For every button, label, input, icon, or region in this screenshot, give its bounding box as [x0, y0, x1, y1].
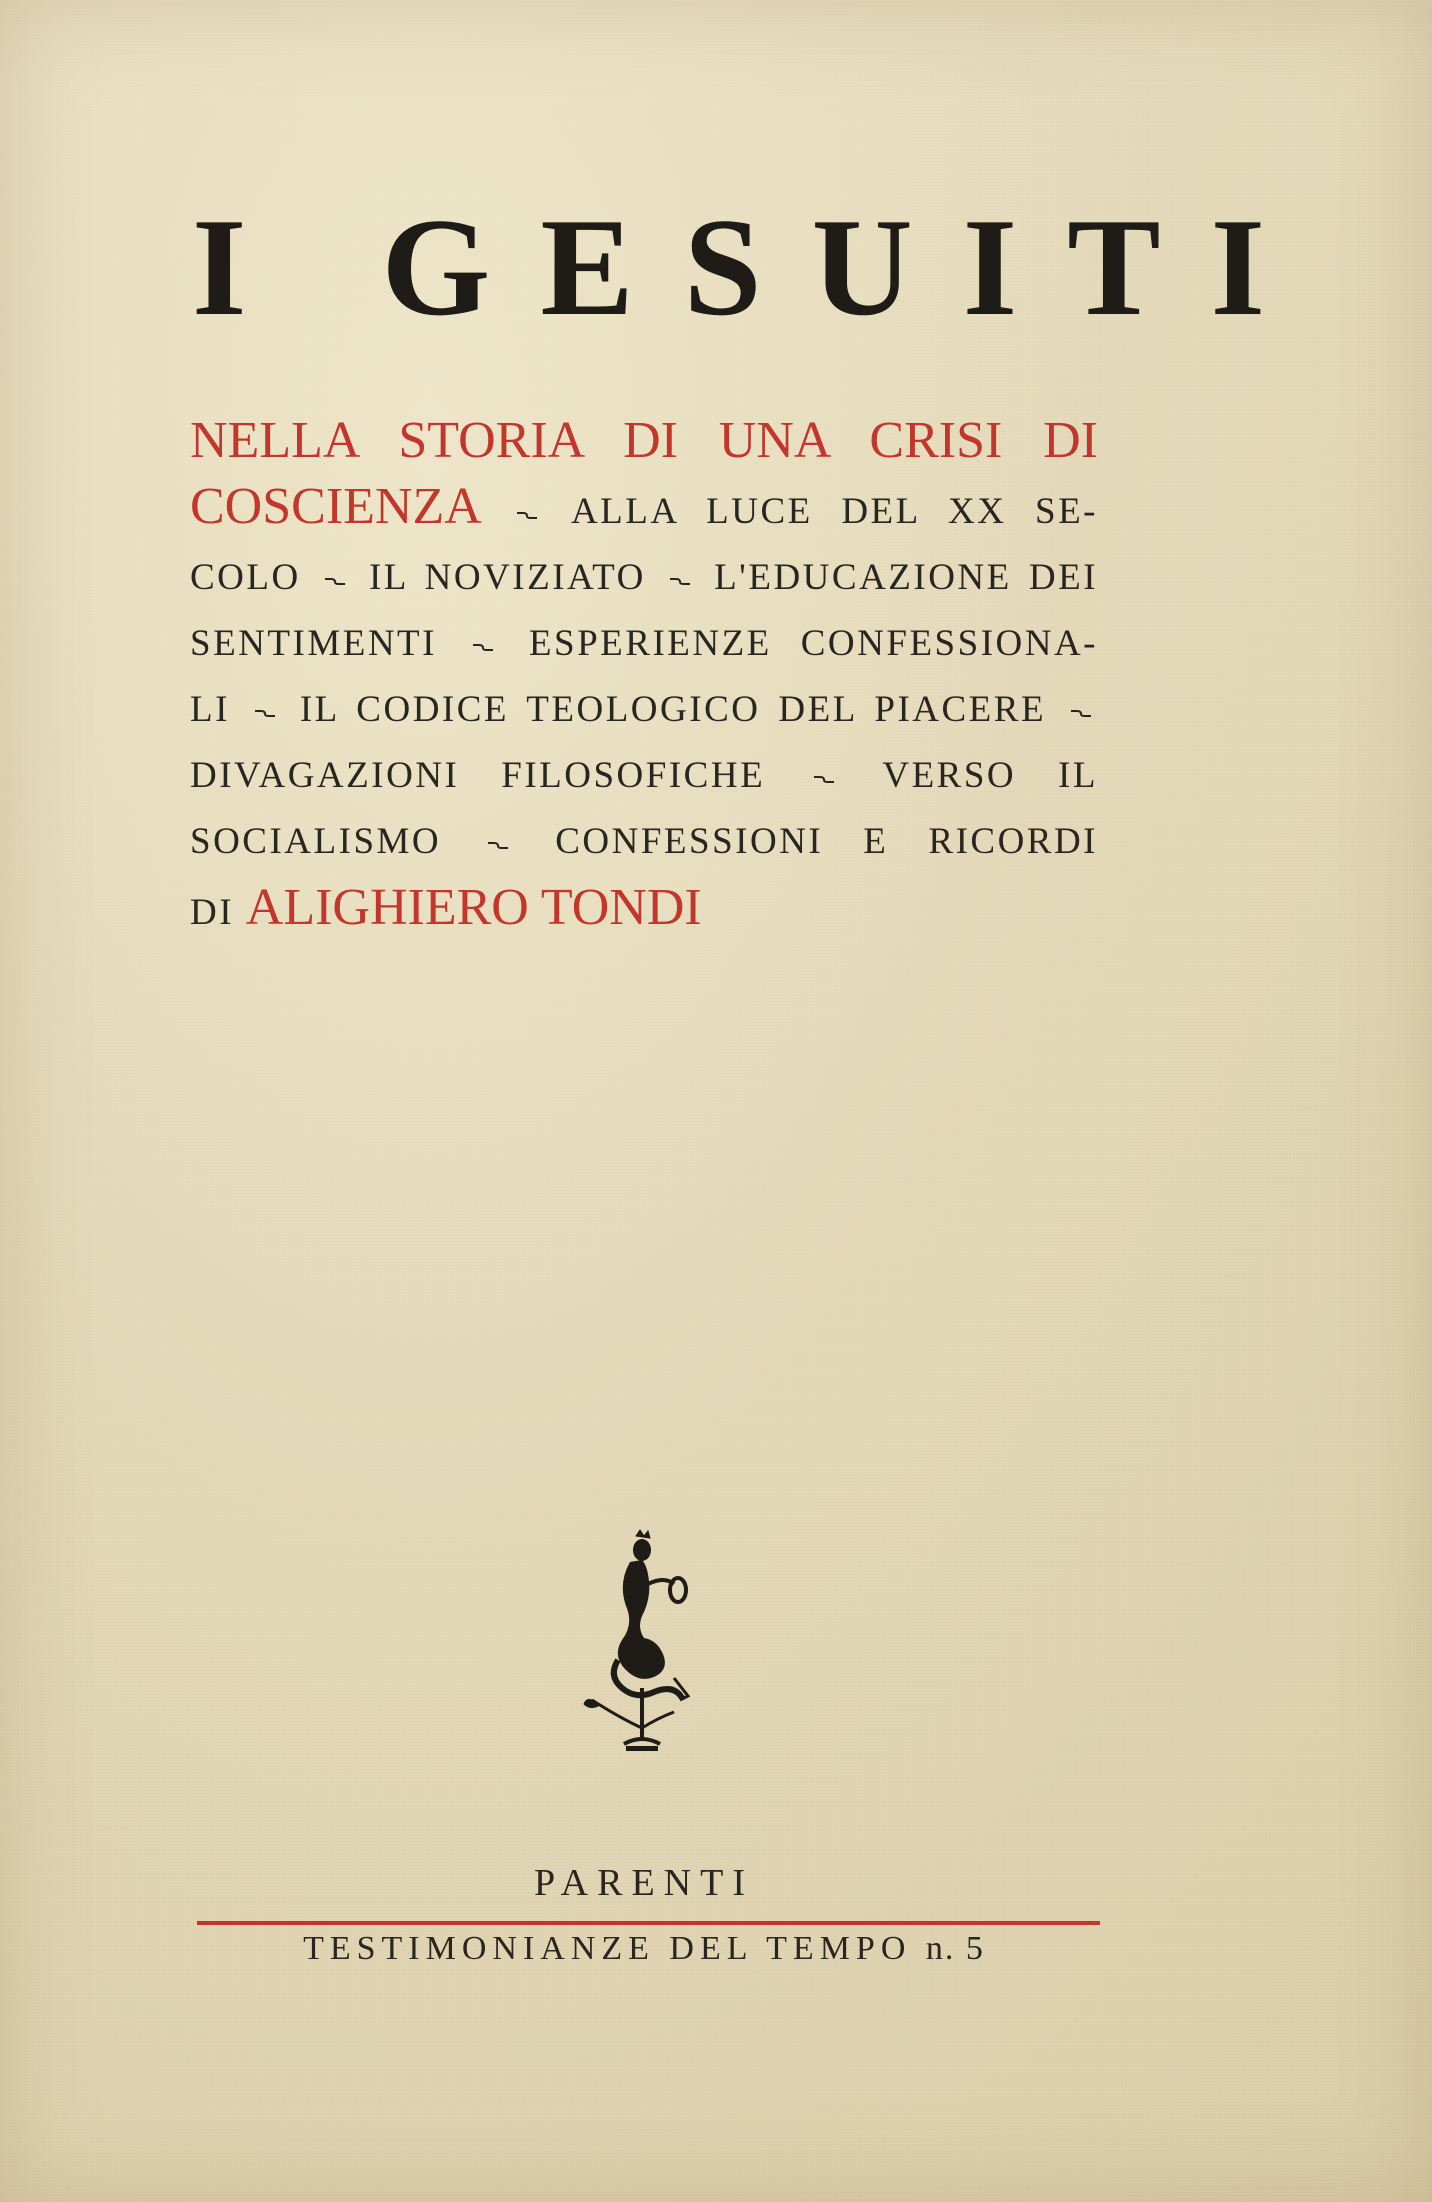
subtitle-colo: COLO — [190, 557, 301, 598]
publisher-emblem-icon — [578, 1528, 708, 1758]
author-prefix: DI — [190, 892, 235, 933]
separator-ornament-icon — [1070, 708, 1092, 718]
subtitle-li: LI — [190, 689, 230, 730]
subtitle-line-5 — [190, 677, 1098, 743]
subtitle-confessioni: CONFESSIONI E RICORDI — [555, 821, 1099, 862]
subtitle-divagazioni: DIVAGAZIONI FILOSOFICHE — [190, 755, 766, 796]
separator-ornament-icon — [324, 576, 346, 586]
subtitle-line-1: NELLA STORIA DI UNA CRISI DI — [190, 412, 1098, 469]
publisher-name: PARENTI — [534, 1862, 754, 1904]
separator-ornament-icon — [254, 708, 276, 718]
author-line — [190, 875, 1098, 946]
subtitle-line-2 — [190, 474, 1098, 545]
separator-ornament-icon — [669, 576, 691, 586]
subtitle-noviziato: IL NOVIZIATO — [368, 557, 646, 598]
subtitle-sentimenti: SENTIMENTI — [190, 623, 437, 664]
author-name: ALIGHIERO TONDI — [245, 879, 702, 936]
subtitle-block — [190, 408, 1098, 946]
separator-ornament-icon — [472, 642, 494, 652]
subtitle-line-6 — [190, 743, 1098, 809]
subtitle-educazione: L'EDUCAZIONE DEI — [714, 557, 1099, 598]
series-number: n. 5 — [925, 1930, 985, 1967]
subtitle-esperienze: ESPERIENZE CONFESSIONA- — [528, 623, 1099, 664]
red-divider-rule — [197, 1921, 1100, 1925]
separator-ornament-icon — [516, 510, 538, 520]
subtitle-codice: IL CODICE TEOLOGICO DEL PIACERE — [299, 689, 1047, 730]
subtitle-verso: VERSO IL — [882, 755, 1098, 796]
series-line — [190, 1932, 1098, 1966]
subtitle-line-4 — [190, 611, 1098, 677]
separator-ornament-icon — [487, 840, 509, 850]
series-name: TESTIMONIANZE DEL TEMPO — [303, 1930, 912, 1967]
subtitle-alla-luce: ALLA LUCE DEL XX SE- — [570, 491, 1098, 532]
separator-ornament-icon — [813, 774, 835, 784]
subtitle-line-3 — [190, 545, 1098, 611]
subtitle-line-7 — [190, 809, 1098, 875]
book-title: I GESUITI — [192, 190, 1316, 345]
subtitle-socialismo: SOCIALISMO — [190, 821, 442, 862]
subtitle-coscienza: COSCIENZA — [190, 478, 482, 535]
